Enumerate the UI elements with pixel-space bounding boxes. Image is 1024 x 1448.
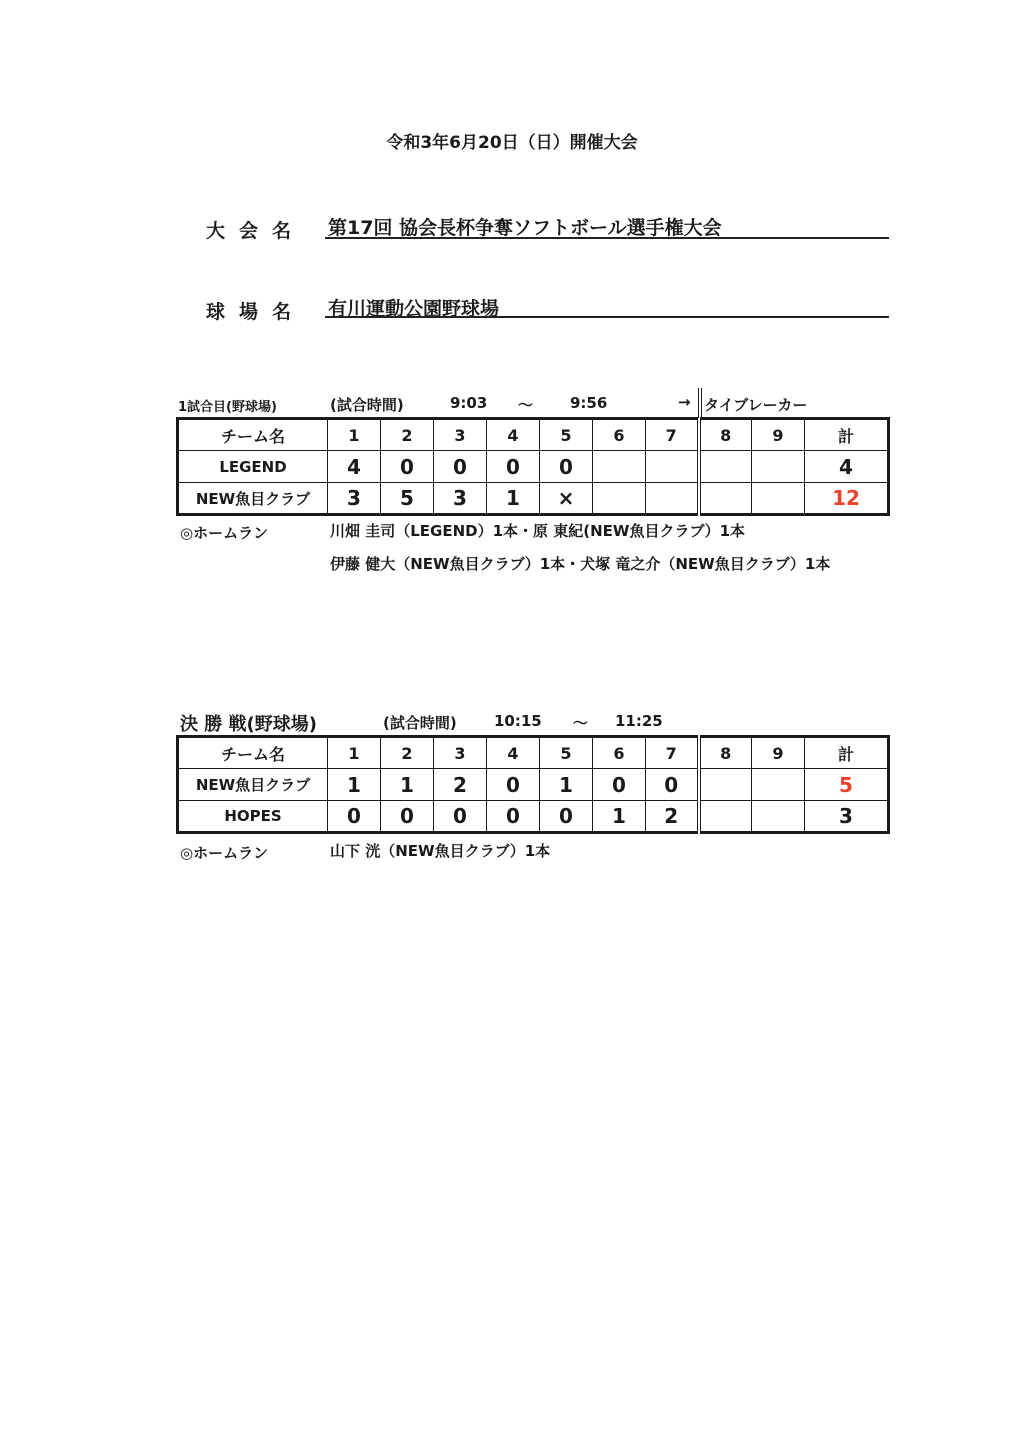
game2-homerun-line-1: 山下 洸（NEW魚目クラブ）1本 [330,842,551,860]
team-name: NEW魚目クラブ [178,483,328,515]
header-inning-3: 3 [434,737,487,769]
inning-score: 0 [328,801,381,833]
header-inning-9: 9 [752,737,805,769]
game2-tilde: ～ [573,714,589,732]
inning-score [699,451,752,483]
game1-time-label: (試合時間) [330,396,404,414]
total-score: 3 [805,801,889,833]
game2-end-time: 11:25 [615,712,663,730]
header-team: チーム名 [178,737,328,769]
game2-title: 決 勝 戦(野球場) [180,714,317,735]
header-inning-3: 3 [434,419,487,451]
game2-row-hopes [178,801,889,833]
game1-header-row [178,419,889,451]
header-inning-8: 8 [699,737,752,769]
inning-score: 3 [434,483,487,515]
tiebreak-label: タイブレーカー [704,396,808,414]
inning-score: 1 [487,483,540,515]
team-name: HOPES [178,801,328,833]
inning-score [593,451,646,483]
game2-time-label: (試合時間) [383,714,457,732]
header-inning-5: 5 [540,419,593,451]
game2-row-new-uonome [178,769,889,801]
inning-score: × [540,483,593,515]
inning-score [646,483,699,515]
header-team: チーム名 [178,419,328,451]
tiebreak-arrow: → [678,393,691,411]
header-inning-8: 8 [699,419,752,451]
header-inning-4: 4 [487,419,540,451]
header-inning-2: 2 [381,419,434,451]
game1-homerun-line-1: 川畑 圭司（LEGEND）1本・原 東紀(NEW魚目クラブ）1本 [330,522,746,540]
total-score: 4 [805,451,889,483]
game1-scoreboard [176,417,890,516]
inning-score: 1 [540,769,593,801]
inning-score: 0 [540,801,593,833]
tournament-label: 大会名 [206,220,306,242]
inning-score: 0 [487,769,540,801]
inning-score: 1 [593,801,646,833]
inning-score [752,451,805,483]
inning-score: 1 [381,769,434,801]
total-score-winner: 5 [805,769,889,801]
header-inning-7: 7 [646,419,699,451]
game1-title: 1試合目(野球場) [178,400,277,415]
tournament-name: 第17回 協会長杯争奪ソフトボール選手権大会 [328,217,722,239]
venue-label: 球場名 [206,301,306,323]
inning-score: 0 [381,451,434,483]
venue-name: 有川運動公園野球場 [328,298,500,320]
inning-score: 3 [328,483,381,515]
header-total: 計 [805,419,889,451]
header-inning-6: 6 [593,419,646,451]
game2-scoreboard [176,735,890,834]
inning-score: 4 [328,451,381,483]
total-score-winner: 12 [805,483,889,515]
inning-score: 1 [328,769,381,801]
inning-score [699,769,752,801]
inning-score [593,483,646,515]
header-inning-2: 2 [381,737,434,769]
inning-score [752,769,805,801]
inning-score: 0 [593,769,646,801]
game1-tilde: ～ [518,396,534,414]
header-inning-1: 1 [328,737,381,769]
page-title: 令和3年6月20日（日）開催大会 [386,133,638,153]
inning-score: 0 [487,451,540,483]
venue-underline [325,316,889,318]
game1-end-time: 9:56 [570,394,608,412]
header-inning-5: 5 [540,737,593,769]
inning-score [752,801,805,833]
game1-row-legend [178,451,889,483]
header-inning-9: 9 [752,419,805,451]
team-name: NEW魚目クラブ [178,769,328,801]
inning-score: 0 [540,451,593,483]
inning-score: 2 [646,801,699,833]
tournament-underline [325,237,889,239]
game1-homerun-line-2: 伊藤 健大（NEW魚目クラブ）1本・犬塚 竜之介（NEW魚目クラブ）1本 [330,555,831,573]
inning-score [699,801,752,833]
inning-score: 0 [646,769,699,801]
header-inning-4: 4 [487,737,540,769]
game1-start-time: 9:03 [450,394,488,412]
game2-header-row [178,737,889,769]
game1-row-new-uonome [178,483,889,515]
inning-score: 0 [487,801,540,833]
header-inning-7: 7 [646,737,699,769]
inning-score [646,451,699,483]
game2-homerun-label: ◎ホームラン [180,844,269,862]
game2-start-time: 10:15 [494,712,542,730]
tiebreak-marker-line [698,388,702,418]
game1-homerun-label: ◎ホームラン [180,524,269,542]
team-name: LEGEND [178,451,328,483]
inning-score: 0 [381,801,434,833]
header-inning-6: 6 [593,737,646,769]
header-inning-1: 1 [328,419,381,451]
inning-score: 2 [434,769,487,801]
inning-score [752,483,805,515]
inning-score: 0 [434,451,487,483]
inning-score: 5 [381,483,434,515]
inning-score [699,483,752,515]
inning-score: 0 [434,801,487,833]
header-total: 計 [805,737,889,769]
